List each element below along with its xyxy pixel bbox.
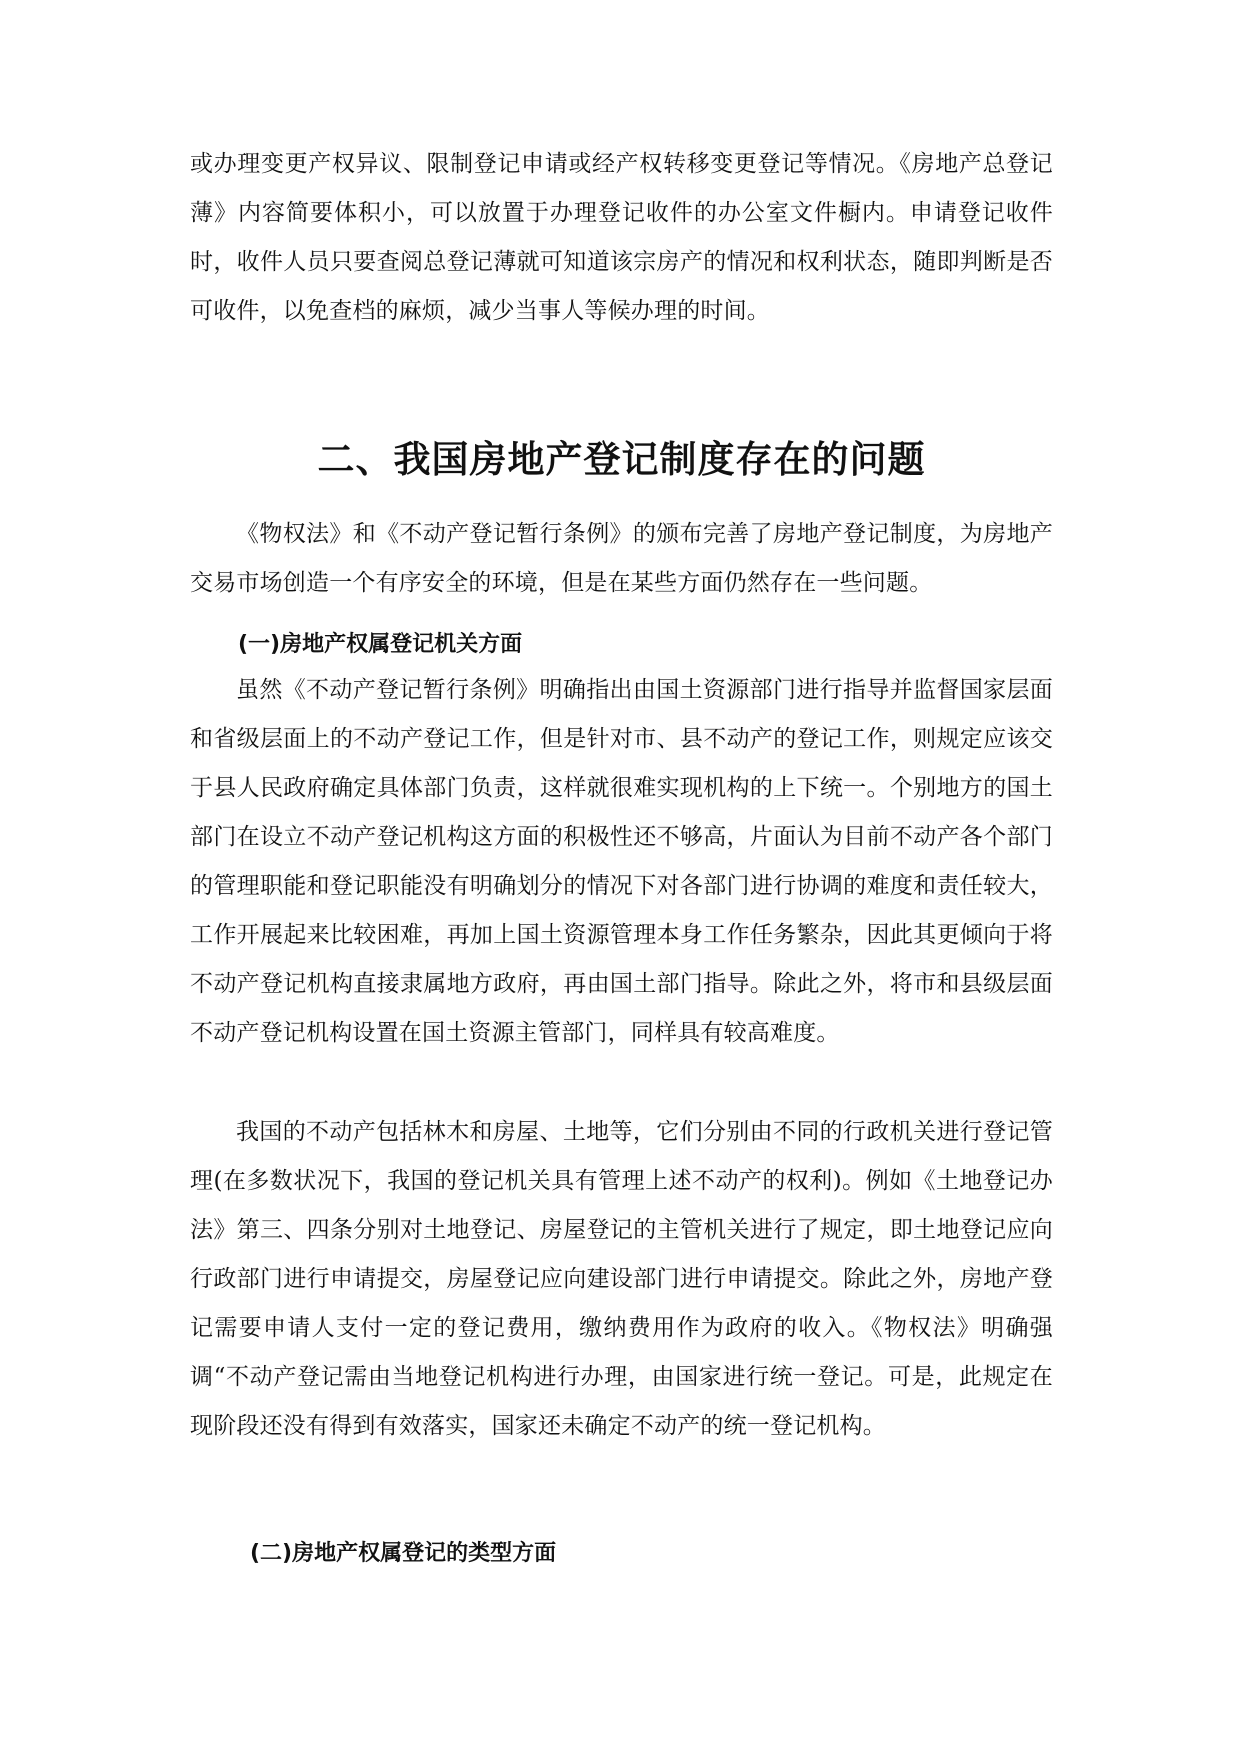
paragraph-registry-book: 或办理变更产权异议、限制登记申请或经产权转移变更登记等情况。《房地产总登记薄》内容简要体积小，可以放置于办理登记收件的办公室文件橱内。申请登记收件时，收件人员只要查阅总登记薄就可知道该宗房产的情况和权利状态，随即判断是否可收件，以免查档的麻烦，减少当事人等候办理的时间。 bbox=[190, 151, 1053, 324]
paragraph-immovable-property: 我国的不动产包括林木和房屋、土地等，它们分别由不同的行政机关进行登记管理(在多数状况下，我国的登记机关具有管理上述不动产的权利)。例如《土地登记办法》第三、四条分别对土地登记、房屋登记的主管机关进行了规定，即土地登记应向行政部门进行申请提交，房屋登记应向建设部门进行申请提交。除此之外，房地产登记需要申请人支付一定的登记费用，缴纳费用作为政府的收入。《物权法》明确强调“不动产登记需由当地登记机构进行办理，由国家进行统一登记。可是，此规定在现阶段还没有得到有效落实，国家还未确定不动产的统一登记机构。 bbox=[190, 1119, 1053, 1439]
subheading-registration-authority: (一)房地产权属登记机关方面 bbox=[238, 632, 523, 657]
section-title: 二、我国房地产登记制度存在的问题 bbox=[317, 438, 926, 481]
paragraph-authority-detail: 虽然《不动产登记暂行条例》明确指出由国土资源部门进行指导并监督国家层面和省级层面上的不动产登记工作，但是针对市、县不动产的登记工作，则规定应该交于县人民政府确定具体部门负责，这样就很难实现机构的上下统一。个别地方的国土部门在设立不动产登记机构这方面的积极性还不够高，片面认为目前不动产各个部门的管理职能和登记职能没有明确划分的情况下对各部门进行协调的难度和责任较大，工作开展起来比较困难，再加上国土资源管理本身工作任务繁杂，因此其更倾向于将不动产登记机构直接隶属地方政府，再由国土部门指导。除此之外，将市和县级层面不动产登记机构设置在国土资源主管部门，同样具有较高难度。 bbox=[190, 677, 1053, 1046]
subheading-registration-types: (二)房地产权属登记的类型方面 bbox=[250, 1541, 557, 1566]
paragraph-intro: 《物权法》和《不动产登记暂行条例》的颁布完善了房地产登记制度，为房地产交易市场创造一个有序安全的环境，但是在某些方面仍然存在一些问题。 bbox=[190, 521, 1053, 596]
